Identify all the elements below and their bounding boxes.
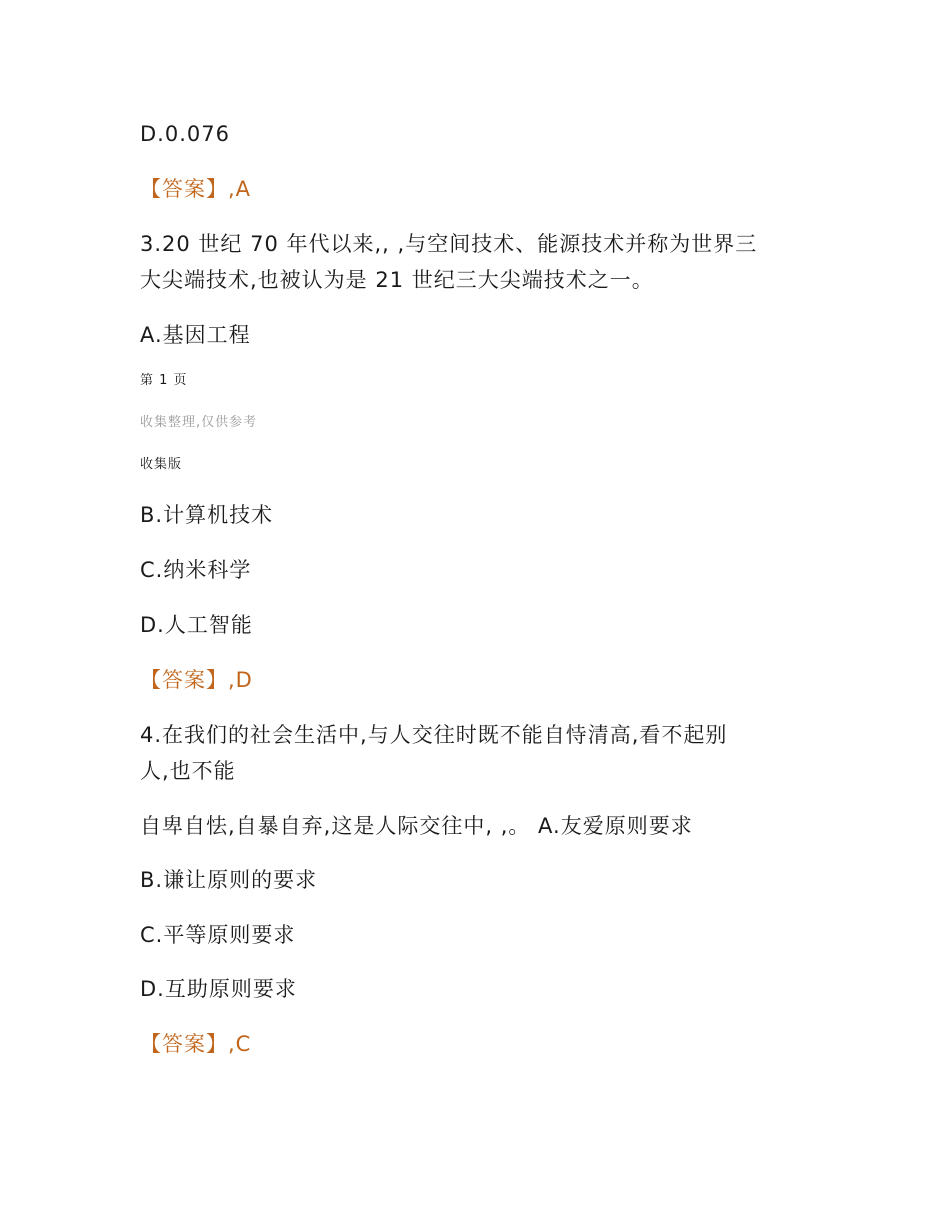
question-4-line-1: 4.在我们的社会生活中,与人交往时既不能自恃清高,看不起别 xyxy=(140,723,728,747)
question-3-line-2: 大尖端技术,也被认为是 21 世纪三大尖端技术之一。 xyxy=(140,268,654,292)
page-number: 第 1 页 xyxy=(140,373,188,388)
option-b-q4: B.谦让原则的要求 xyxy=(140,868,318,892)
option-c-q3: C.纳米科学 xyxy=(140,558,252,582)
option-b-q3: B.计算机技术 xyxy=(140,503,274,527)
answer-q2: 【答案】,A xyxy=(140,177,252,201)
option-d-q4: D.互助原则要求 xyxy=(140,977,297,1001)
question-4-line-2: 人,也不能 xyxy=(140,759,236,783)
option-d-q3: D.人工智能 xyxy=(140,613,253,637)
edition-label: 收集版 xyxy=(140,457,183,472)
option-c-q4: C.平等原则要求 xyxy=(140,923,296,947)
question-4-line-3: 自卑自怯,自暴自弃,这是人际交往中, ,。 A.友爱原则要求 xyxy=(140,814,693,838)
option-a-q3: A.基因工程 xyxy=(140,323,251,347)
option-d-q2: D.0.076 xyxy=(140,122,230,146)
answer-q3: 【答案】,D xyxy=(140,668,253,692)
answer-q4: 【答案】,C xyxy=(140,1032,252,1056)
collection-note: 收集整理,仅供参考 xyxy=(140,415,258,430)
question-3-line-1: 3.20 世纪 70 年代以来,, ,与空间技术、能源技术并称为世界三 xyxy=(140,232,758,256)
